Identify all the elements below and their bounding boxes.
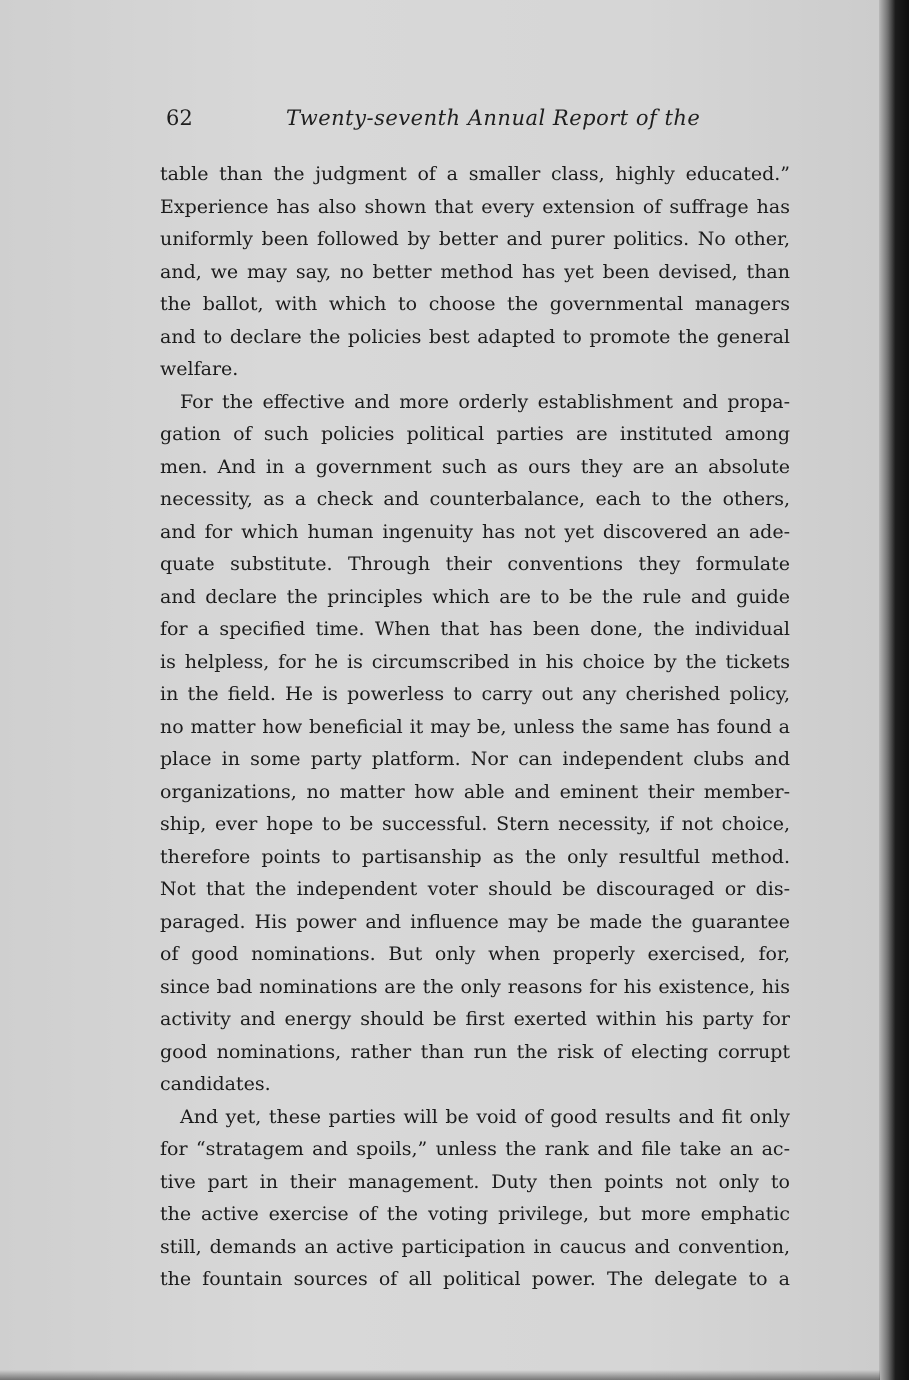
- text-line: quate substitute. Through their conventions they formulate: [160, 553, 790, 575]
- text-line: welfare.: [160, 358, 239, 380]
- text-line: and for which human ingenuity has not yet discovered an ade-: [160, 520, 790, 543]
- page-bottom-edge: [0, 1370, 880, 1380]
- body-text: [160, 158, 790, 1296]
- text-line: Not that the independent voter should be discouraged or dis-: [160, 878, 790, 900]
- text-line: Experience has also shown that every extension of suffrage has: [160, 195, 790, 218]
- text-line: tive part in their management. Duty then points not only to: [160, 1170, 790, 1193]
- text-line: and, we may say, no better method has yet been devised, than: [160, 260, 790, 283]
- text-line: men. And in a government such as ours they are an absolute: [160, 455, 790, 478]
- running-header: [166, 106, 786, 138]
- running-title: Twenty-seventh Annual Report of the: [286, 106, 701, 130]
- text-line: and to declare the policies best adapted to promote the general: [160, 325, 790, 348]
- text-line: no matter how beneficial it may be, unless the same has found a: [160, 715, 790, 738]
- paragraph-start-line: And yet, these parties will be void of good results and fit only: [180, 1105, 790, 1128]
- text-line: the fountain sources of all political power. The delegate to a: [160, 1268, 790, 1290]
- page-number: 62: [166, 106, 193, 130]
- text-line: the active exercise of the voting privilege, but more emphatic: [160, 1203, 790, 1225]
- text-line: since bad nominations are the only reasons for his existence, his: [160, 975, 790, 998]
- text-line: therefore points to partisanship as the only resultful method.: [160, 845, 790, 868]
- text-line: and declare the principles which are to be the rule and guide: [160, 585, 790, 608]
- text-line: still, demands an active participation in caucus and convention,: [160, 1235, 790, 1258]
- text-line: for “stratagem and spoils,” unless the rank and file take an ac-: [160, 1138, 790, 1160]
- text-line: good nominations, rather than run the risk of electing corrupt: [160, 1040, 790, 1063]
- text-line: of good nominations. But only when properly exercised, for,: [160, 943, 790, 965]
- text-line: for a specified time. When that has been done, the individual: [160, 618, 790, 640]
- text-line: in the field. He is powerless to carry out any cherished policy,: [160, 683, 790, 705]
- book-spine-shadow: [879, 0, 909, 1380]
- text-line: gation of such policies political parties are instituted among: [160, 423, 790, 445]
- text-line: activity and energy should be first exerted within his party for: [160, 1008, 790, 1030]
- text-line: is helpless, for he is circumscribed in his choice by the tickets: [160, 650, 790, 673]
- text-line: ship, ever hope to be successful. Stern necessity, if not choice,: [160, 813, 790, 835]
- text-line: paraged. His power and influence may be made the guarantee: [160, 910, 790, 933]
- text-line: candidates.: [160, 1073, 271, 1095]
- paragraph-start-line: For the effective and more orderly establishment and propa-: [180, 390, 790, 413]
- text-line: table than the judgment of a smaller class, highly educated.”: [160, 163, 790, 185]
- text-line: the ballot, with which to choose the governmental managers: [160, 293, 790, 315]
- text-line: necessity, as a check and counterbalance, each to the others,: [160, 488, 790, 510]
- text-line: place in some party platform. Nor can independent clubs and: [160, 748, 790, 770]
- text-line: uniformly been followed by better and purer politics. No other,: [160, 228, 790, 250]
- text-line: organizations, no matter how able and eminent their member-: [160, 780, 790, 803]
